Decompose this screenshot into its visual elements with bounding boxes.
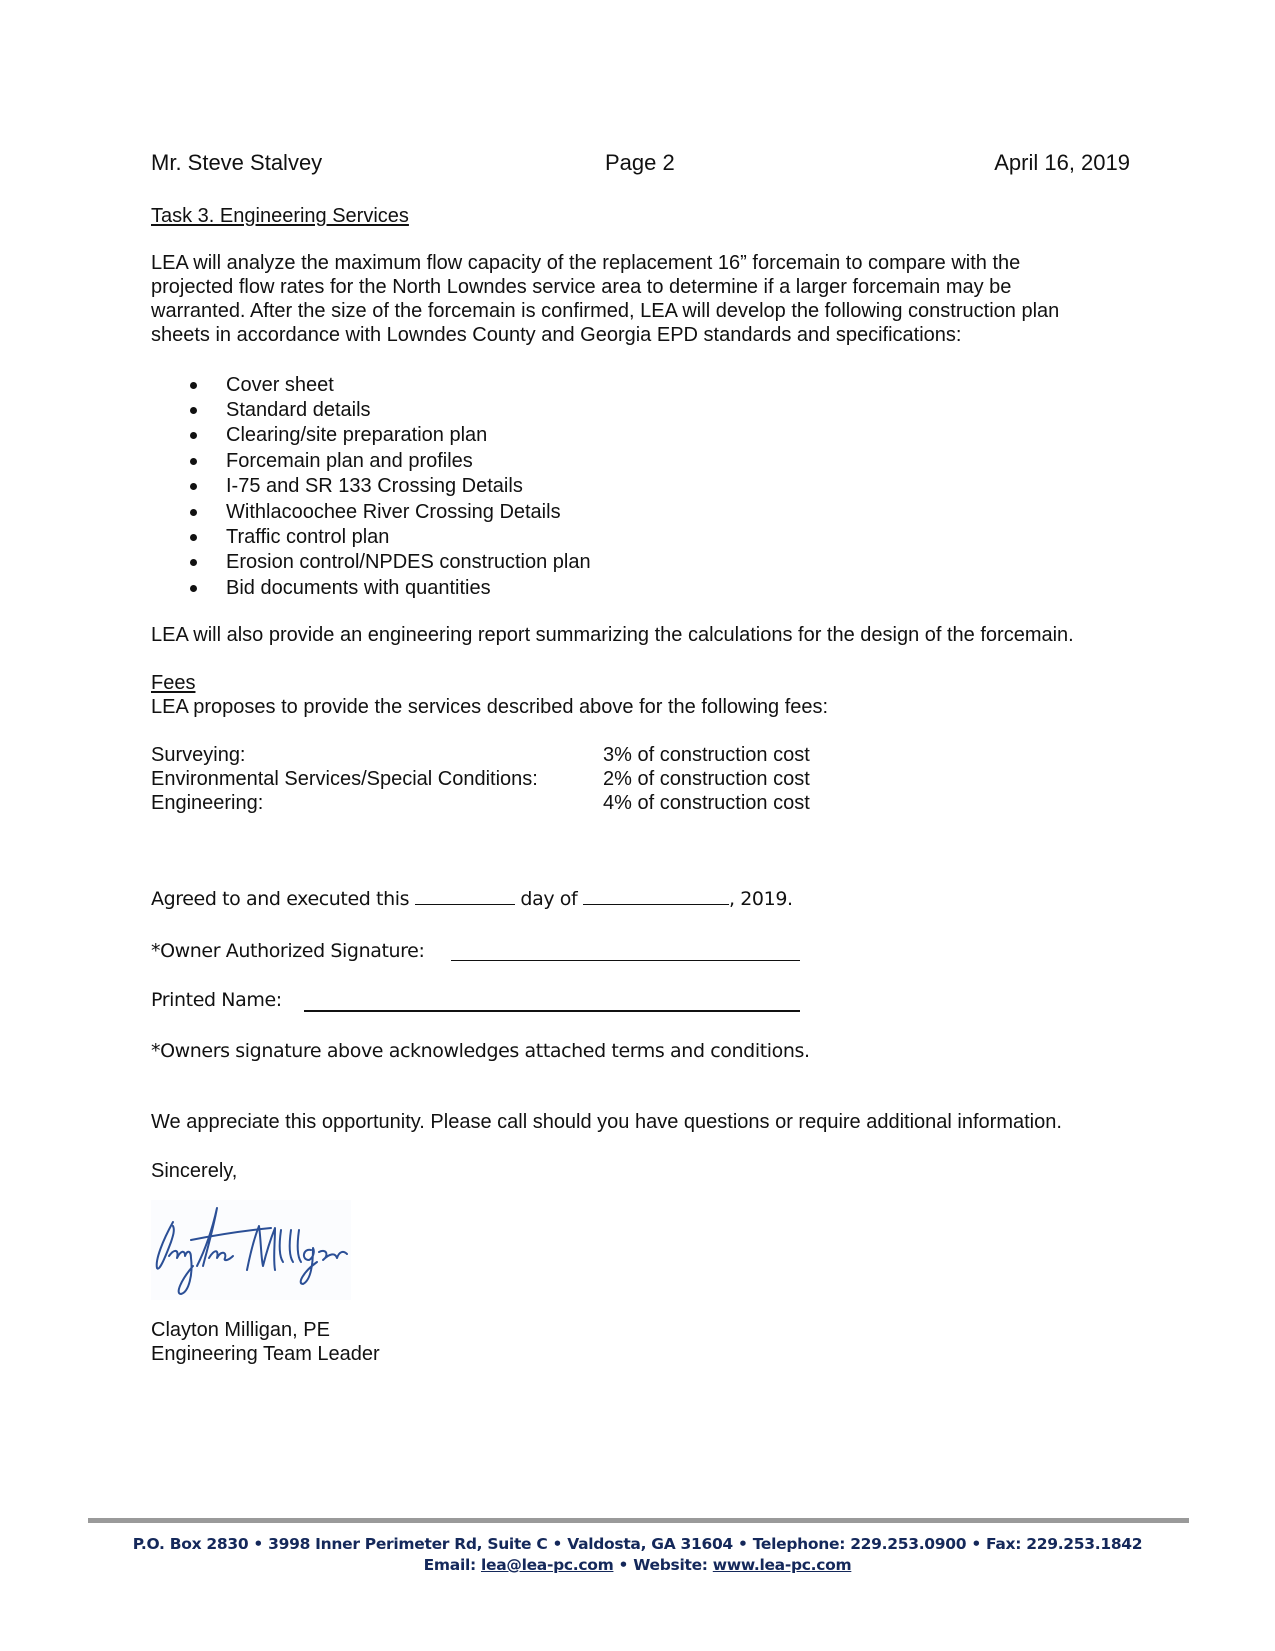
sign-off: Sincerely, bbox=[151, 1160, 238, 1182]
footer-contact bbox=[0, 1555, 1275, 1575]
signature-label: *Owner Authorized Signature: bbox=[151, 940, 425, 962]
email-link[interactable]: lea@lea-pc.com bbox=[480, 1556, 614, 1574]
list-item: Cover sheet bbox=[226, 374, 334, 396]
bullet-icon bbox=[190, 407, 197, 414]
task-heading: Task 3. Engineering Services bbox=[151, 205, 409, 227]
day-blank[interactable] bbox=[415, 903, 515, 905]
signer-title: Engineering Team Leader bbox=[151, 1343, 380, 1365]
task-paragraph bbox=[151, 251, 1111, 347]
fee-service: Engineering: bbox=[151, 792, 264, 814]
paragraph-line: warranted. After the size of the forcemain is confirmed, LEA will develop the following construction plan bbox=[151, 300, 1060, 322]
bullet-icon bbox=[190, 432, 197, 439]
bullet-icon bbox=[190, 458, 197, 465]
printed-name-label: Printed Name: bbox=[151, 989, 282, 1011]
list-item: Bid documents with quantities bbox=[226, 577, 491, 599]
fees-heading: Fees bbox=[151, 672, 196, 694]
appreciation-text: We appreciate this opportunity. Please call should you have questions or require additional information. bbox=[151, 1111, 1062, 1133]
footer-rule bbox=[88, 1518, 1189, 1523]
footer-address: P.O. Box 2830 • 3998 Inner Perimeter Rd, Suite C • Valdosta, GA 31604 • Telephone: 229.253.0900 • Fax: 229.253.1842 bbox=[132, 1535, 1143, 1553]
list-item: Clearing/site preparation plan bbox=[226, 424, 488, 446]
separator-dot: • bbox=[613, 1556, 634, 1574]
fee-value: 3% of construction cost bbox=[603, 744, 810, 766]
list-item: I-75 and SR 133 Crossing Details bbox=[226, 475, 523, 497]
fee-value: 2% of construction cost bbox=[603, 768, 810, 790]
page-number: Page 2 bbox=[605, 150, 675, 175]
paragraph-line: LEA will analyze the maximum flow capacity of the replacement 16” forcemain to compare with the bbox=[151, 252, 1021, 274]
bullet-icon bbox=[190, 483, 197, 490]
printed-name-line[interactable] bbox=[304, 1010, 800, 1012]
paragraph-line: projected flow rates for the North Lowndes service area to determine if a larger forcemain may be bbox=[151, 276, 1012, 298]
handwritten-signature-icon bbox=[151, 1200, 351, 1300]
report-note: LEA will also provide an engineering report summarizing the calculations for the design of the forcemain. bbox=[151, 624, 1074, 646]
month-blank[interactable] bbox=[583, 903, 729, 905]
bullet-icon bbox=[190, 382, 197, 389]
bullet-icon bbox=[190, 509, 197, 516]
letter-date: April 16, 2019 bbox=[994, 150, 1130, 175]
signature-image bbox=[151, 1200, 351, 1300]
execution-suffix: , 2019. bbox=[728, 888, 793, 910]
fee-service: Surveying: bbox=[151, 744, 246, 766]
acknowledgement-note: *Owners signature above acknowledges attached terms and conditions. bbox=[151, 1040, 810, 1062]
execution-prefix: Agreed to and executed this bbox=[151, 888, 410, 910]
paragraph-line: sheets in accordance with Lowndes County and Georgia EPD standards and specifications: bbox=[151, 324, 962, 346]
fees-intro: LEA proposes to provide the services described above for the following fees: bbox=[151, 696, 829, 718]
list-item: Forcemain plan and profiles bbox=[226, 450, 473, 472]
fee-value: 4% of construction cost bbox=[603, 792, 810, 814]
bullet-icon bbox=[190, 585, 197, 592]
execution-line bbox=[151, 887, 793, 911]
list-item: Erosion control/NPDES construction plan bbox=[226, 551, 591, 573]
website-link[interactable]: www.lea-pc.com bbox=[712, 1556, 852, 1574]
signer-name: Clayton Milligan, PE bbox=[151, 1319, 330, 1341]
recipient-name: Mr. Steve Stalvey bbox=[151, 150, 323, 175]
website-label: Website: bbox=[633, 1556, 708, 1574]
list-item: Withlacoochee River Crossing Details bbox=[226, 501, 561, 523]
list-item: Standard details bbox=[226, 399, 371, 421]
email-label: Email: bbox=[423, 1556, 476, 1574]
list-item: Traffic control plan bbox=[226, 526, 390, 548]
fee-service: Environmental Services/Special Conditions: bbox=[151, 768, 538, 790]
signature-line[interactable] bbox=[451, 960, 800, 961]
bullet-icon bbox=[190, 534, 197, 541]
bullet-icon bbox=[190, 559, 197, 566]
execution-middle: day of bbox=[520, 888, 578, 910]
